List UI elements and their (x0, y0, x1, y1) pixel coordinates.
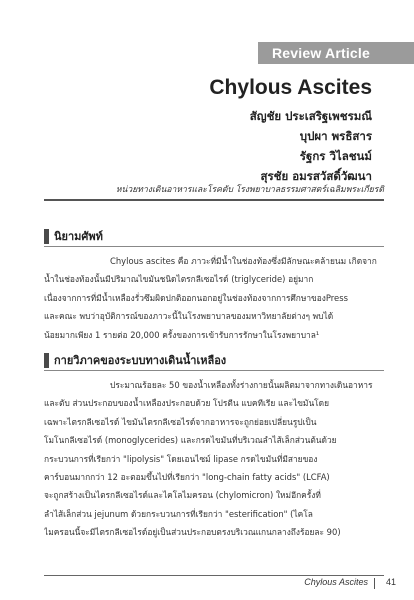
definition-paragraph (44, 252, 384, 344)
article-type-banner: Review Article (258, 42, 414, 64)
section-heading-anatomy (44, 352, 384, 371)
section-heading-label: กายวิภาคของระบบทางเดินน้ำเหลือง (54, 354, 227, 367)
author-list (250, 106, 372, 186)
paragraph-line: เฉพาะไตรกลีเซอไรด์ ไขมันไตรกลีเซอไรด์จากอาหารจะถูกย่อยเปลี่ยนรูปเป็น (44, 416, 317, 427)
section-marker (44, 353, 49, 368)
footer-separator (374, 578, 375, 589)
paragraph-line: ลำไส้เล็กส่วน jejunum ด้วยกระบวนการที่เรียกว่า "esterification" (ไคโล (44, 508, 313, 519)
header-divider (44, 199, 384, 201)
paragraph-line: โมโนกลีเซอไรด์ (monoglycerides) และกรดไขมันที่บริเวณลำไส้เล็กส่วนต้นด้วย (44, 435, 337, 446)
paragraph-line: น้อยมากเพียง 1 รายต่อ 20,000 ครั้งของการเข้ารับการรักษาในโรงพยาบาล¹ (44, 329, 320, 340)
paragraph-line: และตับ ส่วนประกอบของน้ำเหลืองประกอบด้วย โปรตีน แบคทีเรีย และไขมันโดย (44, 398, 330, 409)
paragraph-line: Chylous ascites คือ ภาวะที่มีน้ำในช่องท้องซึ่งมีลักษณะคล้ายนม เกิดจาก (110, 256, 377, 266)
running-title: Chylous Ascites (304, 577, 368, 587)
section-heading-definition (44, 228, 384, 247)
author-affiliation: หน่วยทางเดินอาหารและโรคตับ โรงพยาบาลธรรมศาสตร์เฉลิมพระเกียรติ (115, 185, 384, 195)
section-marker (44, 229, 49, 244)
anatomy-paragraph (44, 376, 384, 542)
footer-divider (44, 575, 384, 576)
author-name: บุปผา พรธิสาร (299, 129, 372, 143)
paragraph-line: จะถูกสร้างเป็นไตรกลีเซอไรด์และไคโลไมครอน (chylomicron) ใหม่อีกครั้งที่ (44, 490, 321, 501)
paragraph-line: ประมาณร้อยละ 50 ของน้ำเหลืองทั้งร่างกายนั้นผลิตมาจากทางเดินอาหาร (110, 380, 373, 390)
author-name: รัฐกร วิไลชนม์ (299, 149, 372, 163)
paragraph-line: กระบวนการที่เรียกว่า "lipolysis" โดยเอนไซม์ lipase กรดไขมันที่มีสายของ (44, 453, 318, 464)
paragraph-line: คาร์บอนมากกว่า 12 อะตอมขึ้นไปที่เรียกว่า "long-chain fatty acids" (LCFA) (44, 472, 330, 483)
paragraph-line: และคณะ พบว่าอุบัติการณ์ของภาวะนี้ในโรงพยาบาลของมหาวิทยาลัยต่างๆ พบได้ (44, 311, 334, 322)
page-number: 41 (385, 577, 396, 587)
paragraph-line: เนื่องจากการที่มีน้ำเหลืองรั่วซึมผิดปกติออกนอกอยู่ในช่องท้องจากการศึกษาของPress (44, 292, 348, 303)
section-heading-label: นิยามศัพท์ (54, 230, 103, 243)
paragraph-line: น้ำในช่องท้องนั้นมีปริมาณไขมันชนิดไตรกลีเซอไรด์ (triglyceride) อยู่มาก (44, 274, 314, 285)
author-name: สัญชัย ประเสริฐเพชรมณี (249, 109, 372, 123)
article-title: Chylous Ascites (209, 76, 372, 99)
author-name: สุรชัย อมรสวัสดิ์วัฒนา (260, 169, 372, 183)
paragraph-line: ไมครอนนี้จะมีไตรกลีเซอไรด์อยู่เป็นส่วนประกอบตรงบริเวณแกนกลางถึงร้อยละ 90) (44, 527, 341, 538)
